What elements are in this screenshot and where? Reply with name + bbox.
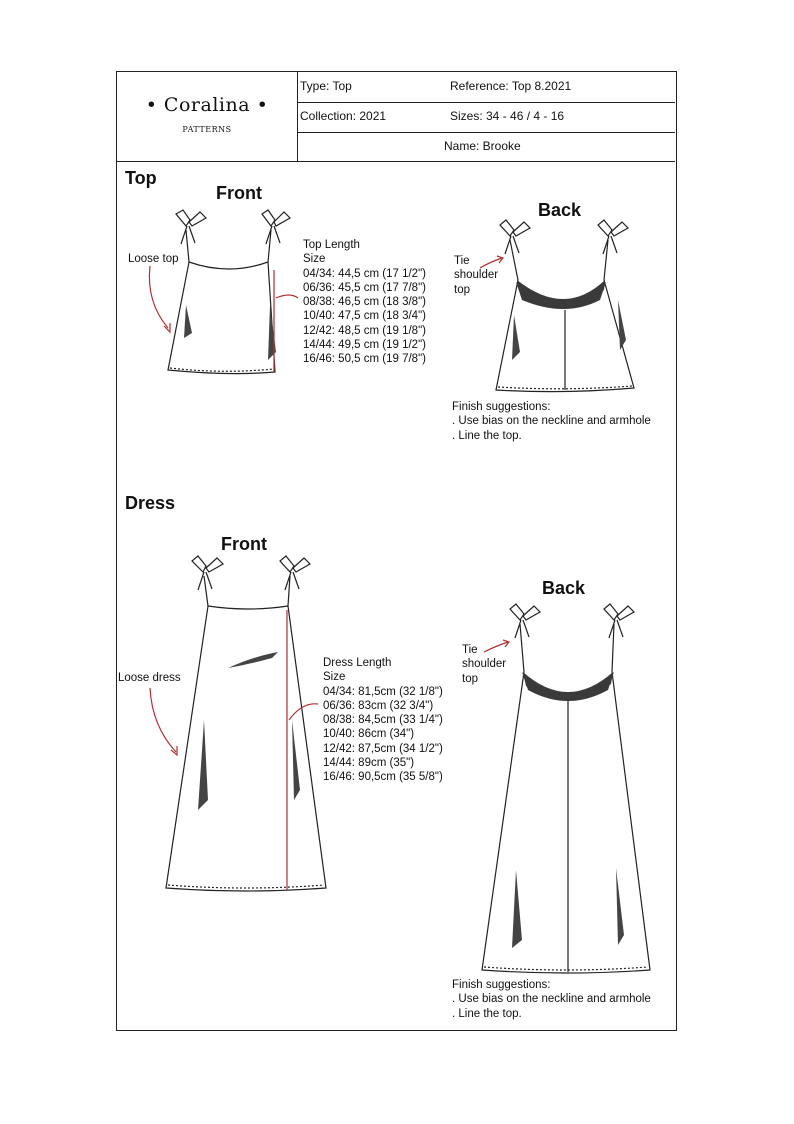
brand-logo: • Coralina • [145,94,269,116]
dress-length-row: 10/40: 86cm (34") [323,728,415,741]
dress-length-row: 16/46: 90,5cm (35 5/8") [323,771,443,784]
top-length-row: 14/44: 49,5 cm (19 1/2") [303,339,426,352]
reference-field: Reference: Top 8.2021 [450,79,572,93]
loose-dress-label: Loose dress [118,672,181,684]
tie-label-line: top [454,283,470,296]
loose-top-label: Loose top [128,253,179,265]
dress-length-row: 08/38: 84,5cm (33 1/4") [323,714,443,727]
tie-label-line: Tie [454,255,470,267]
tie-label-line: top [462,672,478,685]
top-section-title: Top [125,168,157,188]
top-length-row: 08/38: 46,5 cm (18 3/8") [303,296,426,309]
finish-item: . Line the top. [452,1007,522,1020]
dress-length-row: 04/34: 81,5cm (32 1/8") [323,685,443,698]
type-field: Type: Top [300,79,352,93]
dress-length-row: 14/44: 89cm (35") [323,757,415,770]
dress-size-label: Size [323,671,346,684]
tie-label-line: Tie [462,644,478,656]
brand-subtitle: PATTERNS [182,125,232,134]
top-length-row: 10/40: 47,5 cm (18 3/4") [303,310,426,323]
dress-length-row: 12/42: 87,5cm (34 1/2") [323,742,443,755]
dress-back-title: Back [542,578,586,598]
dress-section-title: Dress [125,493,176,513]
finish-item: . Line the top. [452,429,522,442]
dress-length-title: Dress Length [323,657,392,669]
sizes-field: Sizes: 34 - 46 / 4 - 16 [450,109,565,123]
top-back-title: Back [538,200,582,220]
name-field: Name: Brooke [444,139,521,153]
top-length-title: Top Length [303,239,360,251]
finish-title: Finish suggestions: [452,979,551,991]
top-length-row: 04/34: 44,5 cm (17 1/2") [303,267,426,280]
top-front-title: Front [216,183,262,203]
dress-length-row: 06/36: 83cm (32 3/4") [323,699,434,712]
finish-item: . Use bias on the neckline and armhole [452,993,651,1006]
finish-title: Finish suggestions: [452,401,551,413]
top-length-row: 06/36: 45,5 cm (17 7/8") [303,281,426,294]
collection-field: Collection: 2021 [300,109,387,123]
dress-front-title: Front [221,534,267,554]
finish-item: . Use bias on the neckline and armhole [452,415,651,428]
top-length-row: 12/42: 48,5 cm (19 1/8") [303,324,426,337]
top-size-label: Size [303,253,326,266]
tie-label-line: shoulder [462,658,507,671]
tie-label-line: shoulder [454,269,499,282]
top-length-row: 16/46: 50,5 cm (19 7/8") [303,353,426,366]
